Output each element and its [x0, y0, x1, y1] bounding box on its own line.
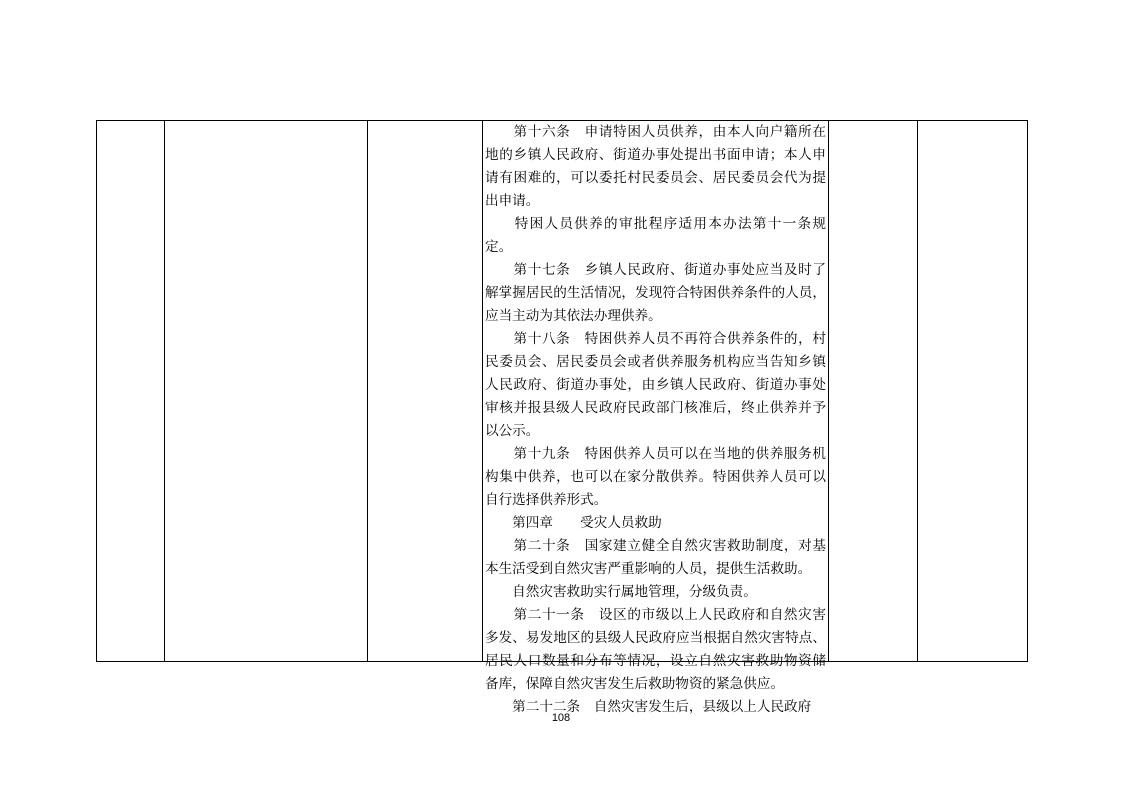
paragraph-line: 地的乡镇人民政府、街道办事处提出书面申请；本人申 [485, 147, 826, 163]
paragraph-line: 出申请。 [485, 193, 540, 209]
paragraph-line: 第二十二条 自然灾害发生后，县级以上人民政府 [485, 699, 812, 715]
regulation-text-cell [483, 121, 828, 715]
paragraph-line: 多发、易发地区的县级人民政府应当根据自然灾害特点、 [485, 630, 826, 646]
paragraph-line: 自然灾害救助实行属地管理，分级负责。 [485, 584, 757, 600]
regulation-paragraph [483, 121, 828, 213]
paragraph-line: 本生活受到自然灾害严重影响的人员，提供生活救助。 [485, 561, 812, 577]
paragraph-line: 自行选择供养形式。 [485, 492, 608, 508]
page-number: 108 [551, 712, 571, 724]
column-divider [917, 121, 918, 661]
paragraph-line: 应当主动为其依法办理供养。 [485, 308, 662, 324]
regulation-paragraph [483, 581, 828, 604]
paragraph-line: 人民政府、街道办事处，由乡镇人民政府、街道办事处 [485, 377, 826, 393]
paragraph-line: 第十八条 特困供养人员不再符合供养条件的，村 [485, 331, 826, 347]
paragraph-line: 第十九条 特困供养人员可以在当地的供养服务机 [485, 446, 826, 462]
column-divider [367, 121, 368, 661]
regulation-paragraph [483, 213, 828, 259]
regulation-paragraph [483, 328, 828, 443]
paragraph-line: 民委员会、居民委员会或者供养服务机构应当告知乡镇 [485, 354, 826, 370]
column-divider [164, 121, 165, 661]
regulation-paragraph [483, 512, 828, 535]
paragraph-line: 第二十一条 设区的市级以上人民政府和自然灾害 [485, 607, 826, 623]
paragraph-line: 请有困难的，可以委托村民委员会、居民委员会代为提 [485, 170, 826, 186]
regulation-table [96, 120, 1028, 715]
paragraph-line: 第四章 受灾人员救助 [485, 515, 662, 531]
paragraph-line: 以公示。 [485, 423, 540, 439]
paragraph-line: 构集中供养，也可以在家分散供养。特困供养人员可以 [485, 469, 826, 485]
regulation-paragraph [483, 443, 828, 512]
paragraph-line: 审核并报县级人民政府民政部门核准后，终止供养并予 [485, 400, 826, 416]
regulation-paragraph [483, 259, 828, 328]
paragraph-line: 居民人口数量和分布等情况，设立自然灾害救助物资储 [485, 653, 826, 669]
paragraph-line: 特困人员供养的审批程序适用本办法第十一条规 [485, 216, 826, 232]
paragraph-line: 第十七条 乡镇人民政府、街道办事处应当及时了 [485, 262, 826, 278]
regulation-paragraph [483, 604, 828, 696]
paragraph-line: 第二十条 国家建立健全自然灾害救助制度，对基 [485, 538, 826, 554]
paragraph-line: 定。 [485, 239, 513, 255]
paragraph-line: 备库，保障自然灾害发生后救助物资的紧急供应。 [485, 676, 785, 692]
column-divider [828, 121, 829, 661]
regulation-paragraph [483, 535, 828, 581]
paragraph-line: 第十六条 申请特困人员供养，由本人向户籍所在 [485, 124, 826, 140]
paragraph-line: 解掌握居民的生活情况，发现符合特困供养条件的人员， [485, 285, 826, 301]
